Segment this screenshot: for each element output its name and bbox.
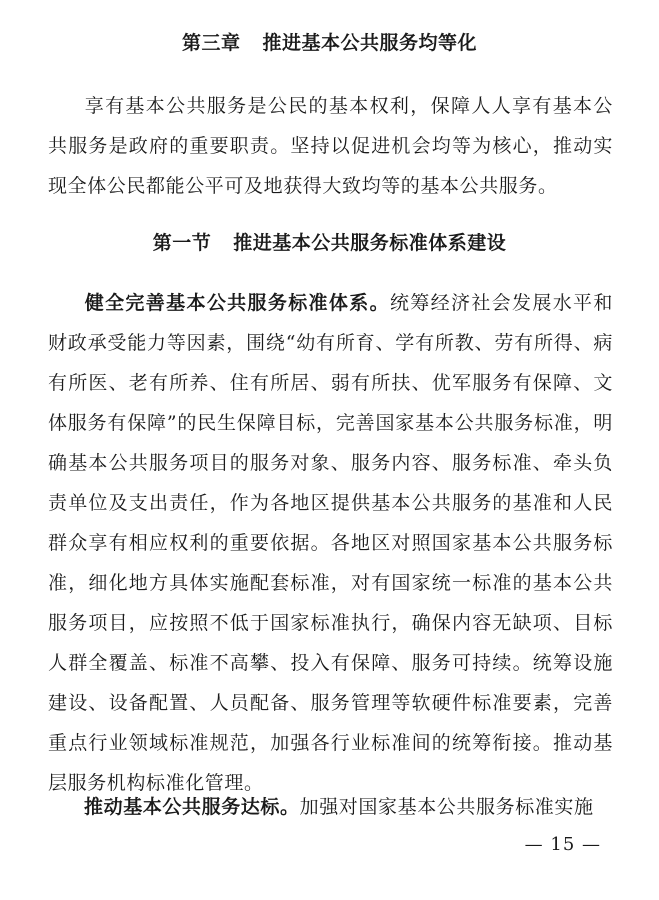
chapter-intro-paragraph xyxy=(48,86,613,206)
section-title: 推进基本公共服务标准体系建设 xyxy=(233,232,507,254)
standards-system-paragraph xyxy=(48,283,613,803)
paragraph-text: 享有基本公共服务是公民的基本权利，保障人人享有基本公共服务是政府的重要职责。坚持以促进机会均等为核心，推动实现全体公民都能公平可及地获得大致均等的基本公共服务。 xyxy=(48,95,613,197)
page-number: — 15 — xyxy=(524,834,601,855)
paragraph-lead-sentence: 健全完善基本公共服务标准体系。 xyxy=(84,292,390,314)
paragraph-lead-sentence: 推动基本公共服务达标。 xyxy=(84,796,300,818)
standards-compliance-paragraph xyxy=(48,787,613,827)
chapter-title: 推进基本公共服务均等化 xyxy=(262,32,478,54)
chapter-heading xyxy=(0,28,659,55)
section-heading xyxy=(0,228,659,255)
paragraph-text: 加强对国家基本公共服务标准实施 xyxy=(299,796,594,818)
chapter-number: 第三章 xyxy=(181,32,241,54)
section-number: 第一节 xyxy=(152,232,212,254)
paragraph-text: 统筹经济社会发展水平和财政承受能力等因素，围绕“幼有所育、学有所教、劳有所得、病有所医、老有所养、住有所居、弱有所扶、优军服务有保障、文体服务有保障”的民生保障目标，完善国家基本公共服务标准，明确基本公共服务项目的服务对象、服务内容、服务标准、牵头负责单位及支出责任，作为各地区提供基本公共服务的基准和人民群众享有相应权利的重要依据。各地区对照国家基本公共服务标准，细化地方具体实施配套标准，对有国家统一标准的基本公共服务项目，应按照不低于国家标准执行，确保内容无缺项、目标人群全覆盖、标准不高攀、投入有保障、服务可持续。统筹设施建设、设备配置、人员配备、服务管理等软硬件标准要素，完善重点行业领域标准规范，加强各行业标准间的统筹衔接。推动基层服务机构标准化管理。 xyxy=(48,292,613,794)
